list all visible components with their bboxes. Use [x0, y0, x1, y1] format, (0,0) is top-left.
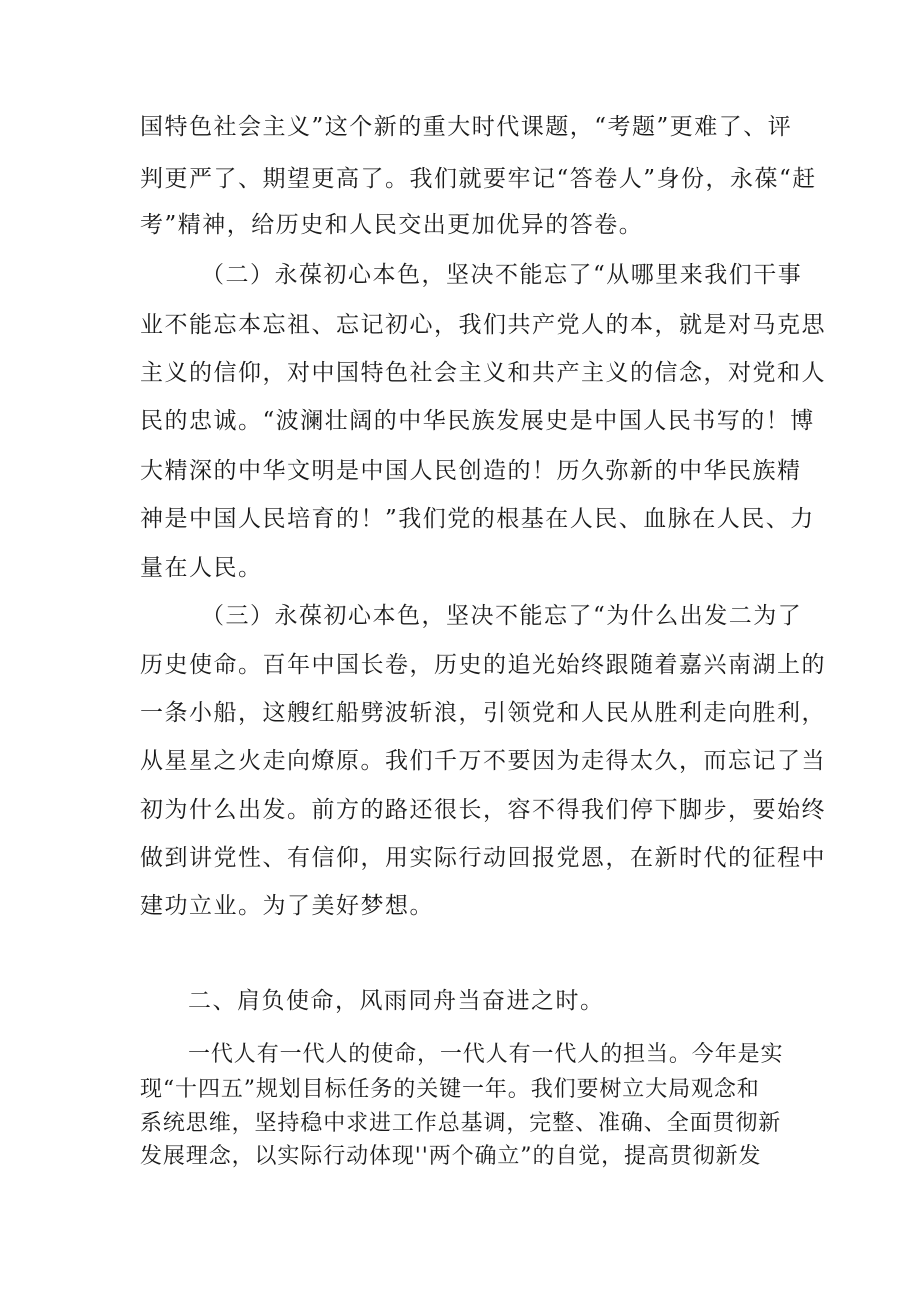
- text-line: 建功立业。为了美好梦想。: [140, 893, 434, 919]
- text-line: （二）永葆初心本色，坚决不能忘了“从哪里来我们干事: [201, 262, 803, 288]
- text-line: 从星星之火走向燎原。我们千万不要因为走得太久，而忘记了当: [140, 748, 826, 774]
- text-line: 神是中国人民培育的！”我们党的根基在人民、血脉在人民、力: [140, 506, 815, 532]
- text-line: 做到讲党性、有信仰，用实际行动回报党恩，在新时代的征程中: [140, 845, 826, 871]
- text-line: 国特色社会主义”这个新的重大时代课题，“考题”更难了、评: [140, 114, 793, 140]
- text-line: 历史使命。百年中国长卷，历史的追光始终跟随着嘉兴南湖上的: [140, 652, 826, 678]
- text-line: 一条小船，这艘红船劈波斩浪，引领党和人民从胜利走向胜利，: [140, 700, 826, 726]
- text-line: 主义的信仰，对中国特色社会主义和共产主义的信念，对党和人: [140, 360, 826, 386]
- text-line: 民的忠诚。“波澜壮阔的中华民族发展史是中国人民书写的！博: [140, 408, 815, 434]
- text-line: 初为什么出发。前方的路还很长，容不得我们停下脚步，要始终: [140, 797, 826, 823]
- text-line: 考”精神，给历史和人民交出更加优异的答卷。: [140, 212, 644, 238]
- section-heading: 二、肩负使命，风雨同舟当奋进之时。: [188, 988, 605, 1014]
- text-line: 系统思维，坚持稳中求进工作总基调，完整、准确、全面贯彻新: [140, 1111, 782, 1136]
- text-line: 一代人有一代人的使命，一代人有一代人的担当。今年是实: [188, 1042, 784, 1067]
- text-line: 大精深的中华文明是中国人民创造的！历久弥新的中华民族精: [140, 458, 802, 484]
- text-line: 判更严了、期望更高了。我们就要牢记“答卷人”身份，永葆“赶: [140, 166, 817, 192]
- text-line: 发展理念，以实际行动体现''两个确立”的自觉，提高贯彻新发: [140, 1144, 762, 1169]
- text-line: 现“十四五”规划目标任务的关键一年。我们要树立大局观念和: [140, 1077, 760, 1102]
- text-line: 量在人民。: [140, 555, 263, 581]
- text-line: 业不能忘本忘祖、忘记初心，我们共产党人的本，就是对马克思: [140, 312, 826, 338]
- text-line: （三）永葆初心本色，坚决不能忘了“为什么出发二为了: [201, 603, 803, 629]
